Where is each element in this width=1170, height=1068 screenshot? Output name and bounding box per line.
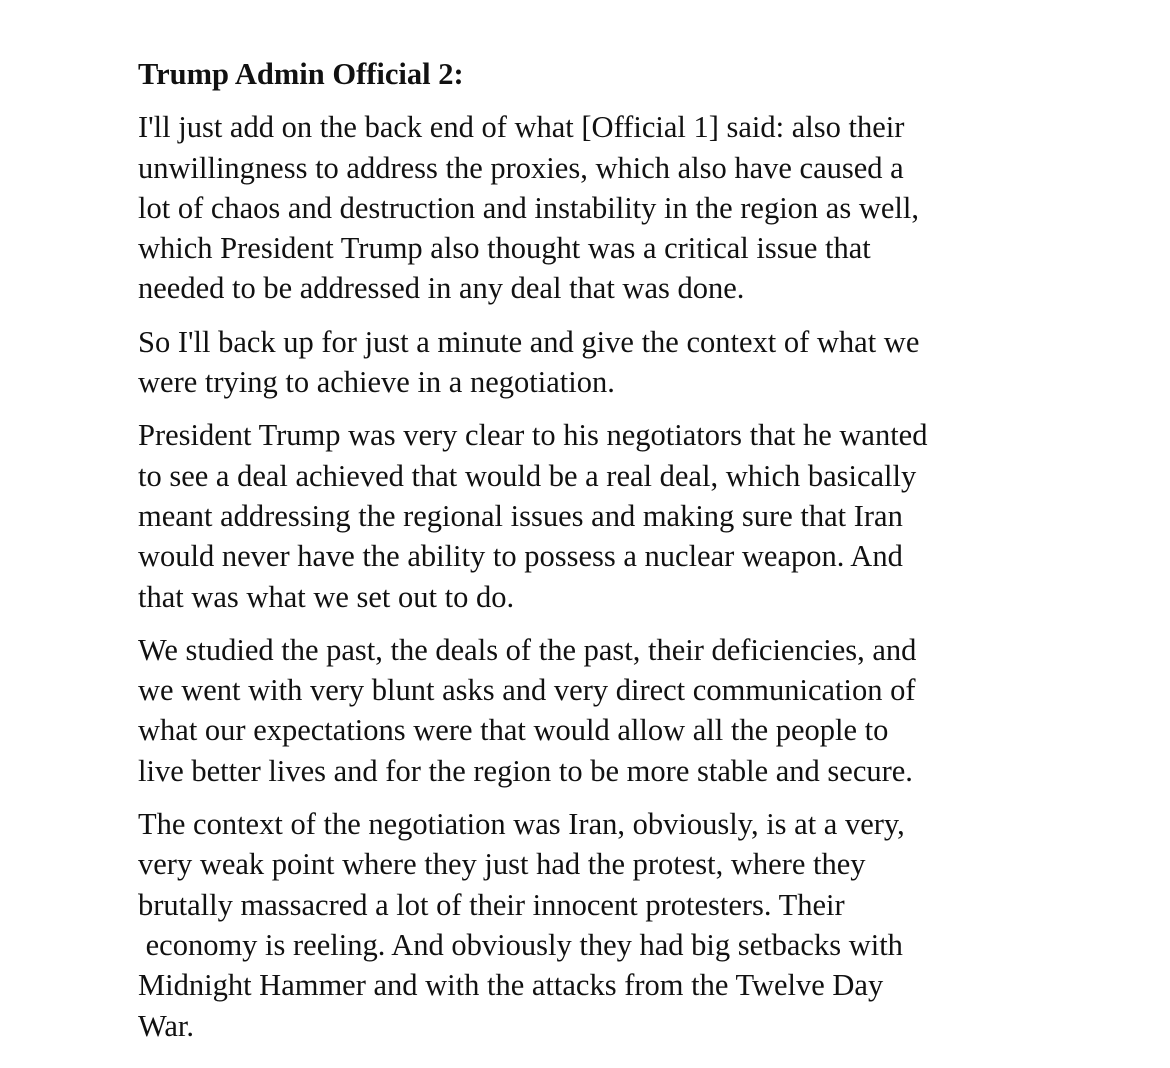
text-line: what our expectations were that would allow all the people to [138,713,889,748]
text-line: brutally massacred a lot of their innocent protesters. Their [138,887,845,922]
text-line: very weak point where they just had the protest, where they [138,847,866,882]
paragraph-1 [138,107,1048,308]
text-line: we went with very blunt asks and very direct communication of [138,673,916,708]
text-line: would never have the ability to possess a nuclear weapon. And [138,539,903,574]
text-line: meant addressing the regional issues and making sure that Iran [138,498,903,533]
text-line: President Trump was very clear to his negotiators that he wanted [138,418,928,453]
paragraph-4 [138,630,1048,791]
text-line: economy is reeling. And obviously they had big setbacks with [138,927,903,962]
text-line: which President Trump also thought was a critical issue that [138,231,871,266]
text-line: were trying to achieve in a negotiation. [138,365,615,400]
paragraph-3 [138,415,1048,616]
text-line: live better lives and for the region to be more stable and secure. [138,753,913,788]
text-line: unwillingness to address the proxies, which also have caused a [138,150,904,185]
text-line: I'll just add on the back end of what [Official 1] said: also their [138,110,905,145]
speaker-label: Trump Admin Official 2: [138,57,464,91]
transcript-document [138,54,1048,1059]
text-line: Midnight Hammer and with the attacks from the Twelve Day [138,968,884,1003]
text-line: War. [138,1008,194,1043]
text-line: We studied the past, the deals of the past, their deficiencies, and [138,632,917,667]
text-line: So I'll back up for just a minute and give the context of what we [138,324,920,359]
paragraph-5 [138,804,1048,1046]
text-line: that was what we set out to do. [138,579,515,614]
text-line: needed to be addressed in any deal that was done. [138,271,745,306]
text-line: The context of the negotiation was Iran, obviously, is at a very, [138,807,905,842]
text-line: lot of chaos and destruction and instability in the region as well, [138,190,919,225]
paragraph-2 [138,322,1048,403]
text-line: to see a deal achieved that would be a real deal, which basically [138,458,917,493]
